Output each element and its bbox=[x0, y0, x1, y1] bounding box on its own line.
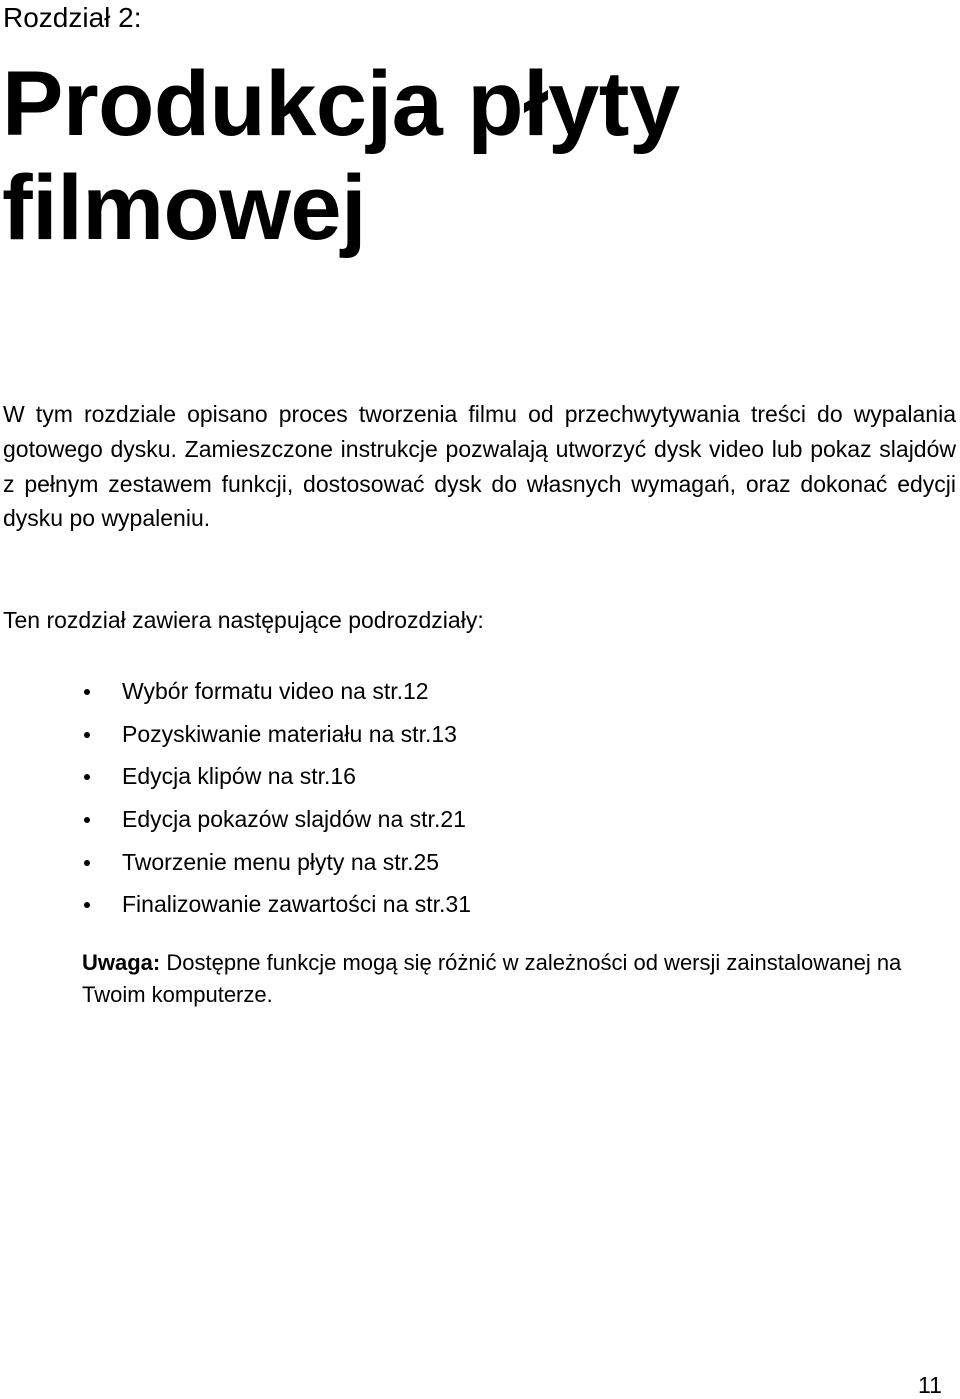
chapter-title bbox=[2, 52, 932, 260]
subsection-item-text: Wybór formatu video na str.12 bbox=[122, 678, 429, 704]
subsection-item-text: Edycja klipów na str.16 bbox=[122, 763, 356, 790]
chapter-label: Rozdział 2: bbox=[3, 2, 142, 33]
page-number: 11 bbox=[918, 1372, 942, 1398]
subsection-item-text: Finalizowanie zawartości na str.31 bbox=[122, 891, 471, 918]
bullet-icon bbox=[84, 902, 90, 908]
chapter-title-line-1: Produkcja płyty bbox=[2, 53, 680, 155]
bullet-icon bbox=[84, 732, 90, 738]
subsection-item-text: Pozyskiwanie materiału na str.13 bbox=[122, 720, 457, 747]
subsections-lead: Ten rozdział zawiera następujące podrozdziały: bbox=[3, 607, 484, 633]
note-label: Uwaga: bbox=[82, 950, 161, 975]
bullet-icon bbox=[84, 817, 90, 823]
bullet-icon bbox=[84, 689, 90, 695]
bullet-icon bbox=[84, 774, 90, 780]
note-text: Dostępne funkcje mogą się różnić w zależności od wersji zainstalowanej na Twoim komputerze. bbox=[82, 950, 902, 1007]
bullet-icon bbox=[84, 860, 90, 866]
subsection-item-text: Tworzenie menu płyty na str.25 bbox=[122, 848, 440, 875]
note bbox=[82, 947, 902, 1011]
chapter-title-line-2: filmowej bbox=[2, 157, 367, 259]
intro-paragraph: W tym rozdziale opisano proces tworzenia filmu od przechwytywania treści do wypalania gotowego dysku. Zamieszczone instrukcje pozwalają utworzyć dysk video lub pokaz slajdów z pełnym zestawem funkcji, dostosować dysk do własnych wymagań, oraz dokonać edycji dysku po wypaleniu. bbox=[3, 401, 956, 532]
subsection-item-text: Edycja pokazów slajdów na str.21 bbox=[122, 806, 466, 833]
